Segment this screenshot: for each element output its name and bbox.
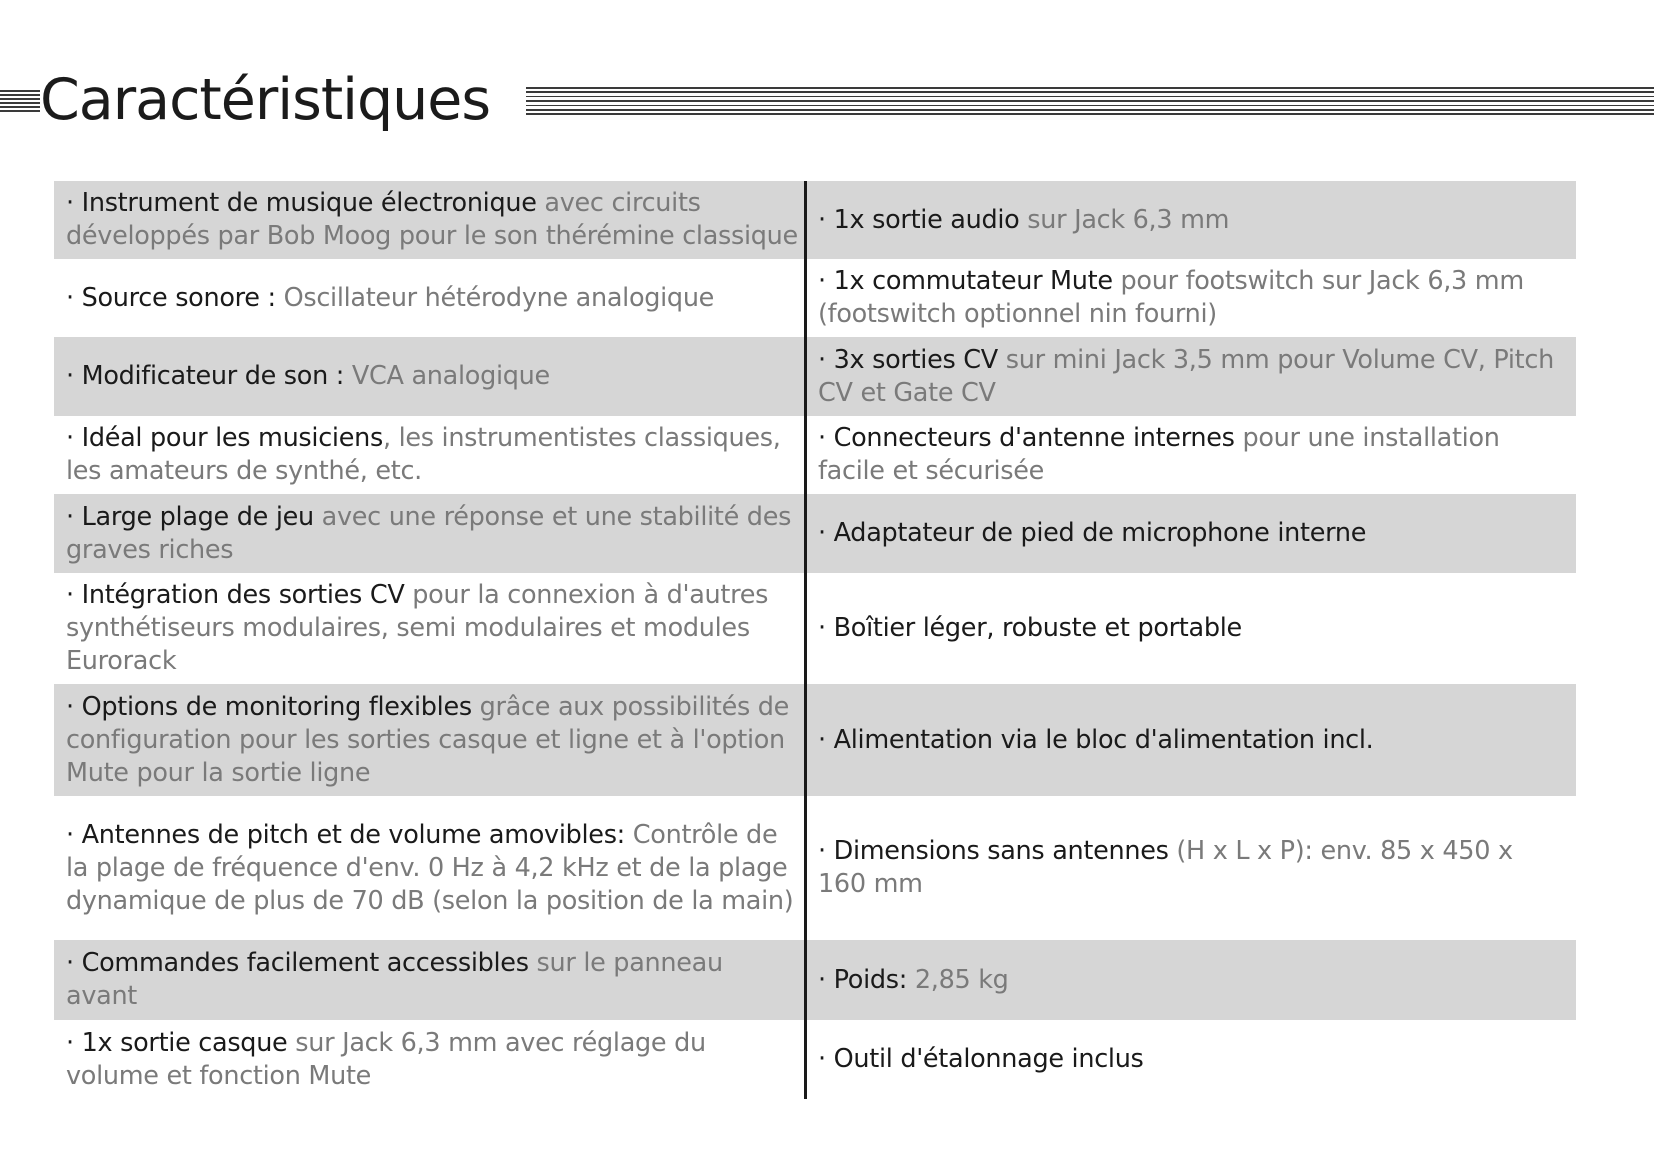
- spec-label: · Options de monitoring flexibles: [66, 691, 472, 722]
- spec-detail: pour footswitch sur Jack 6,3 mm (footswitch optionnel nin fourni): [818, 266, 1524, 329]
- spec-detail: sur Jack 6,3 mm: [1019, 204, 1230, 235]
- spec-label: · Alimentation via le bloc d'alimentation incl.: [818, 724, 1374, 755]
- spec-cell-left: [54, 494, 807, 573]
- spec-detail: sur mini Jack 3,5 mm pour Volume CV, Pitch CV et Gate CV: [818, 344, 1554, 408]
- spec-detail: sur le panneau avant: [66, 948, 723, 1011]
- spec-label: · 3x sorties CV: [818, 344, 998, 375]
- spec-label: · Dimensions sans antennes: [818, 836, 1169, 866]
- spec-row: [54, 494, 1576, 573]
- spec-label: · Commandes facilement accessibles: [66, 948, 529, 978]
- spec-label: · Connecteurs d'antenne internes: [818, 423, 1235, 453]
- spec-cell-left: [54, 259, 807, 337]
- spec-label: · 1x sortie audio: [818, 204, 1020, 235]
- spec-row: [54, 416, 1576, 494]
- spec-cell-left: [54, 940, 807, 1020]
- spec-cell-left: [54, 337, 807, 416]
- spec-detail: avec une réponse et une stabilité des graves riches: [66, 501, 792, 565]
- spec-row: [54, 259, 1576, 337]
- spec-cell-left: [54, 181, 807, 259]
- spec-cell-right: [807, 1020, 1576, 1099]
- page-header: [0, 60, 1654, 140]
- spec-cell-right: [807, 573, 1576, 684]
- spec-cell-left: [54, 796, 807, 940]
- spec-detail: Oscillateur hétérodyne analogique: [275, 282, 715, 313]
- spec-detail: sur Jack 6,3 mm avec réglage du volume et fonction Mute: [66, 1027, 706, 1091]
- spec-cell-right: [807, 181, 1576, 259]
- spec-cell-right: [807, 259, 1576, 337]
- spec-label: · Large plage de jeu: [66, 501, 314, 532]
- spec-cell-left: [54, 573, 807, 684]
- spec-label: · Intégration des sorties CV: [66, 580, 405, 610]
- spec-label: · Source sonore :: [66, 282, 276, 313]
- spec-label: · Outil d'étalonnage inclus: [818, 1044, 1144, 1074]
- spec-cell-left: [54, 416, 807, 494]
- spec-label: · 1x commutateur Mute: [818, 266, 1113, 296]
- spec-row: [54, 684, 1576, 796]
- spec-detail: , les instrumentistes classiques, les amateurs de synthé, etc.: [66, 423, 781, 486]
- spec-row: [54, 940, 1576, 1020]
- spec-label: · Boîtier léger, robuste et portable: [818, 613, 1242, 643]
- spec-row: [54, 181, 1576, 259]
- spec-detail: grâce aux possibilités de configuration pour les sorties casque et ligne et à l'option Mute pour la sortie ligne: [66, 691, 790, 788]
- spec-label: · Idéal pour les musiciens: [66, 423, 383, 453]
- spec-cell-left: [54, 684, 807, 796]
- spec-detail: Contrôle de la plage de fréquence d'env. 0 Hz à 4,2 kHz et de la plage dynamique de plus de 70 dB (selon la position de la main): [66, 819, 794, 916]
- spec-label: · Poids:: [818, 964, 908, 995]
- spec-row: [54, 1020, 1576, 1099]
- spec-detail: (H x L x P): env. 85 x 450 x 160 mm: [818, 836, 1513, 899]
- spec-row: [54, 337, 1576, 416]
- spec-row: [54, 573, 1576, 684]
- spec-detail: VCA analogique: [344, 361, 550, 391]
- spec-cell-right: [807, 337, 1576, 416]
- spec-row: [54, 796, 1576, 940]
- spec-detail: 2,85 kg: [907, 964, 1009, 995]
- title-decoration-left: [0, 90, 40, 112]
- spec-cell-right: [807, 494, 1576, 573]
- spec-cell-right: [807, 796, 1576, 940]
- spec-label: · Adaptateur de pied de microphone interne: [818, 518, 1367, 548]
- spec-table: [54, 181, 1576, 1099]
- spec-label: · Antennes de pitch et de volume amovibles:: [66, 819, 625, 850]
- title-decoration-right: [526, 87, 1654, 115]
- page-title: Caractéristiques: [40, 67, 491, 133]
- spec-label: · Modificateur de son :: [66, 361, 345, 391]
- spec-cell-right: [807, 416, 1576, 494]
- spec-detail: pour une installation facile et sécurisée: [818, 423, 1500, 486]
- spec-cell-right: [807, 940, 1576, 1020]
- spec-detail: pour la connexion à d'autres synthétiseurs modulaires, semi modulaires et modules Eurorack: [66, 580, 769, 676]
- spec-label: · Instrument de musique électronique: [66, 188, 537, 218]
- spec-cell-left: [54, 1020, 807, 1099]
- spec-detail: avec circuits développés par Bob Moog pour le son thérémine classique: [66, 188, 798, 251]
- spec-label: · 1x sortie casque: [66, 1027, 288, 1058]
- spec-cell-right: [807, 684, 1576, 796]
